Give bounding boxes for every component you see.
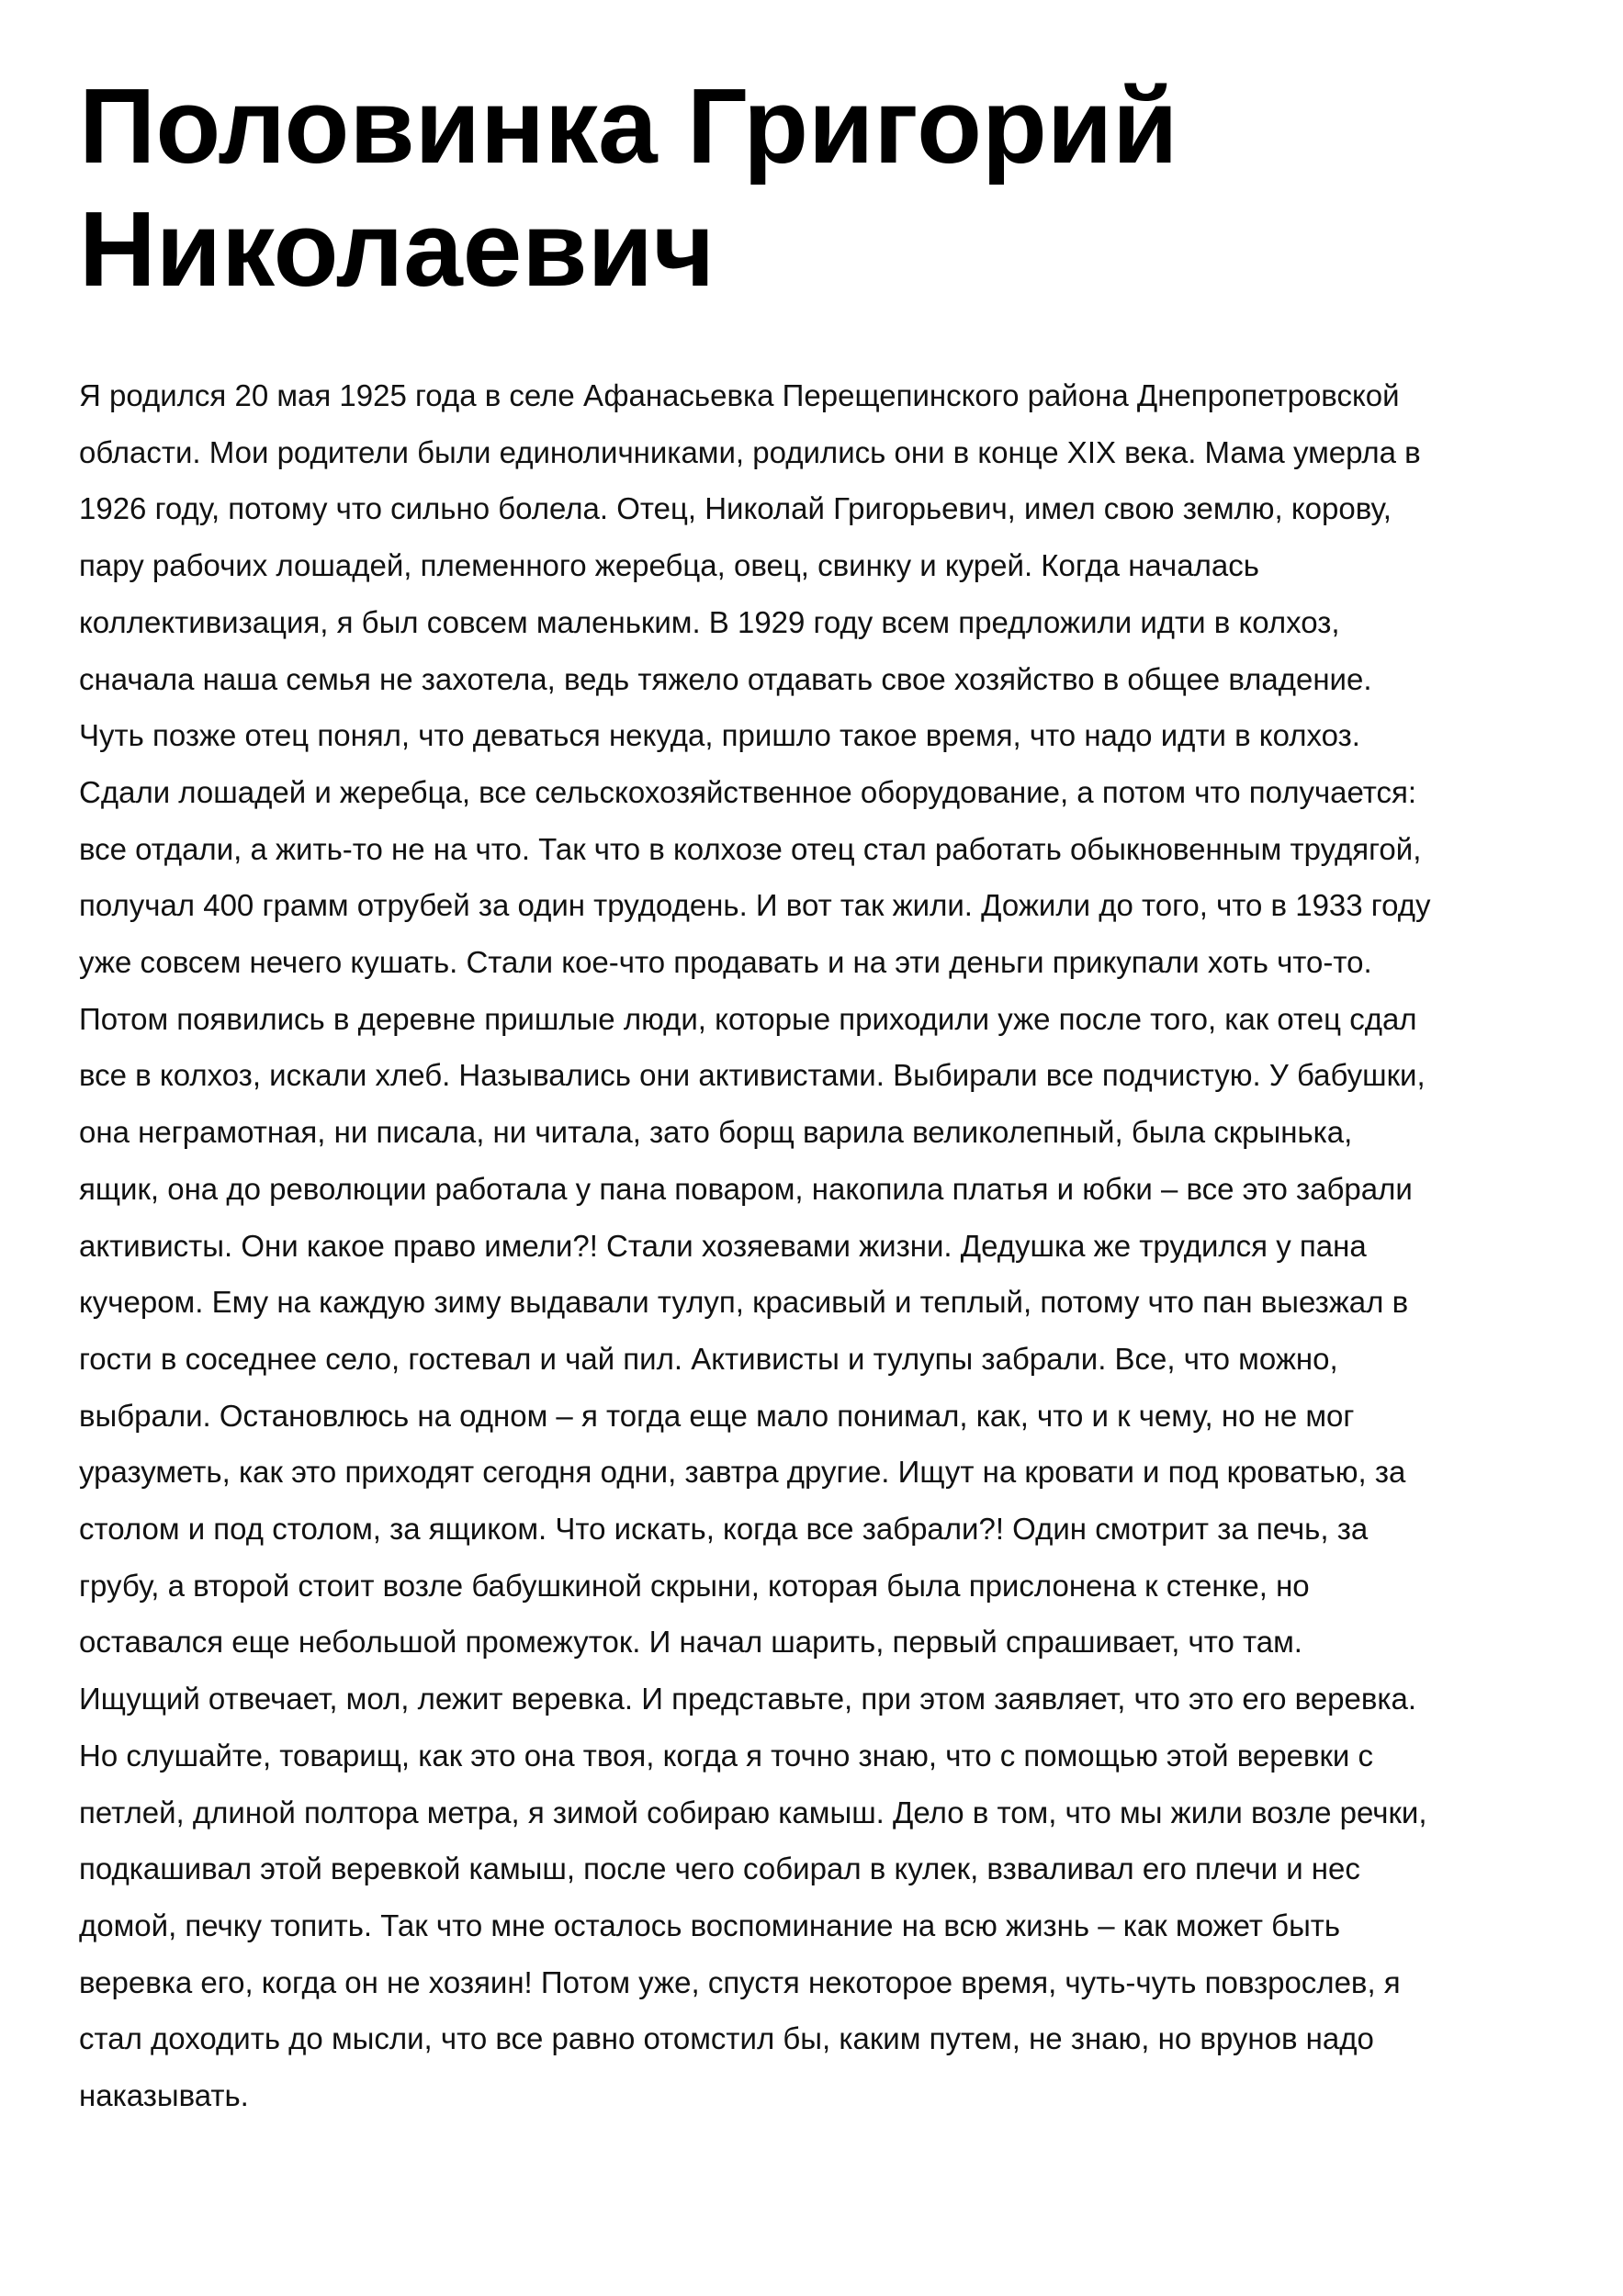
text-line: стал доходить до мысли, что все равно отомстил бы, каким путем, не знаю, но врунов надо bbox=[79, 2021, 1374, 2056]
text-line: гости в соседнее село, гостевал и чай пил. Активисты и тулупы забрали. Все, что можно, bbox=[79, 1341, 1338, 1376]
text-line: Сдали лошадей и жеребца, все сельскохозяйственное оборудование, а потом что получается: bbox=[79, 774, 1417, 809]
text-line: петлей, длиной полтора метра, я зимой собираю камыш. Дело в том, что мы жили возле речки, bbox=[79, 1795, 1427, 1829]
title-line: Половинка Григорий bbox=[79, 66, 1178, 186]
text-line: сначала наша семья не захотела, ведь тяжело отдавать свое хозяйство в общее владение. bbox=[79, 661, 1372, 696]
text-line: Я родился 20 мая 1925 года в селе Афанасьевка Перещепинского района Днепропетровской bbox=[79, 378, 1400, 412]
text-line: все в колхоз, искали хлеб. Назывались они активистами. Выбирали все подчистую. У бабушки, bbox=[79, 1058, 1426, 1093]
text-line: получал 400 грамм отрубей за один трудодень. И вот так жили. Дожили до того, что в 1933 году bbox=[79, 888, 1431, 923]
text-line: Но слушайте, товарищ, как это она твоя, когда я точно знаю, что с помощью этой веревки с bbox=[79, 1738, 1374, 1773]
document-page bbox=[79, 64, 1567, 2124]
text-line: уже совсем нечего кушать. Стали кое-что продавать и на эти деньги прикупали хоть что-то. bbox=[79, 945, 1372, 980]
text-line: уразуметь, как это приходят сегодня одни, завтра другие. Ищут на кровати и под кроватью, за bbox=[79, 1455, 1406, 1490]
text-line: грубу, а второй стоит возле бабушкиной скрыни, которая была прислонена к стенке, но bbox=[79, 1568, 1310, 1603]
text-line: ящик, она до революции работала у пана поваром, накопила платья и юбки – все это забрали bbox=[79, 1171, 1413, 1206]
text-line: коллективизация, я был совсем маленьким. В 1929 году всем предложили идти в колхоз, bbox=[79, 604, 1340, 639]
text-line: области. Мои родители были единоличниками, родились они в конце XIX века. Мама умерла в bbox=[79, 434, 1421, 469]
text-line: активисты. Они какое право имели?! Стали хозяевами жизни. Дедушка же трудился у пана bbox=[79, 1228, 1367, 1263]
text-line: наказывать. bbox=[79, 2078, 249, 2113]
body-paragraph bbox=[79, 367, 1567, 2124]
text-line: Потом появились в деревне пришлые люди, которые приходили уже после того, как отец сдал bbox=[79, 1001, 1417, 1036]
text-line: кучером. Ему на каждую зиму выдавали тулуп, красивый и теплый, потому что пан выезжал в bbox=[79, 1285, 1409, 1320]
title-line: Николаевич bbox=[79, 189, 716, 309]
text-line: столом и под столом, за ящиком. Что искать, когда все забрали?! Один смотрит за печь, за bbox=[79, 1512, 1369, 1547]
text-line: веревка его, когда он не хозяин! Потом уже, спустя некоторое время, чуть-чуть повзрослев, я bbox=[79, 1964, 1401, 1999]
text-line: домой, печку топить. Так что мне осталось воспоминание на всю жизнь – как может быть bbox=[79, 1908, 1341, 1942]
text-line: 1926 году, потому что сильно болела. Отец, Николай Григорьевич, имел свою землю, корову, bbox=[79, 491, 1392, 526]
text-line: оставался еще небольшой промежуток. И начал шарить, первый спрашивает, что там. bbox=[79, 1625, 1302, 1660]
text-line: все отдали, а жить-то не на что. Так что в колхозе отец стал работать обыкновенным трудягой, bbox=[79, 831, 1422, 866]
page-title bbox=[79, 64, 1567, 310]
text-line: выбрали. Остановлюсь на одном – я тогда еще мало понимал, как, что и к чему, но не мог bbox=[79, 1398, 1355, 1433]
text-line: Чуть позже отец понял, что деваться некуда, пришло такое время, что надо идти в колхоз. bbox=[79, 718, 1360, 753]
text-line: она неграмотная, ни писала, ни читала, зато борщ варила великолепный, была скрынька, bbox=[79, 1115, 1353, 1150]
text-line: Ищущий отвечает, мол, лежит веревка. И представьте, при этом заявляет, что это его веревка. bbox=[79, 1682, 1417, 1716]
text-line: подкашивал этой веревкой камыш, после чего собирал в кулек, взваливал его плечи и нес bbox=[79, 1851, 1360, 1886]
text-line: пару рабочих лошадей, племенного жеребца, овец, свинку и курей. Когда началась bbox=[79, 548, 1259, 583]
